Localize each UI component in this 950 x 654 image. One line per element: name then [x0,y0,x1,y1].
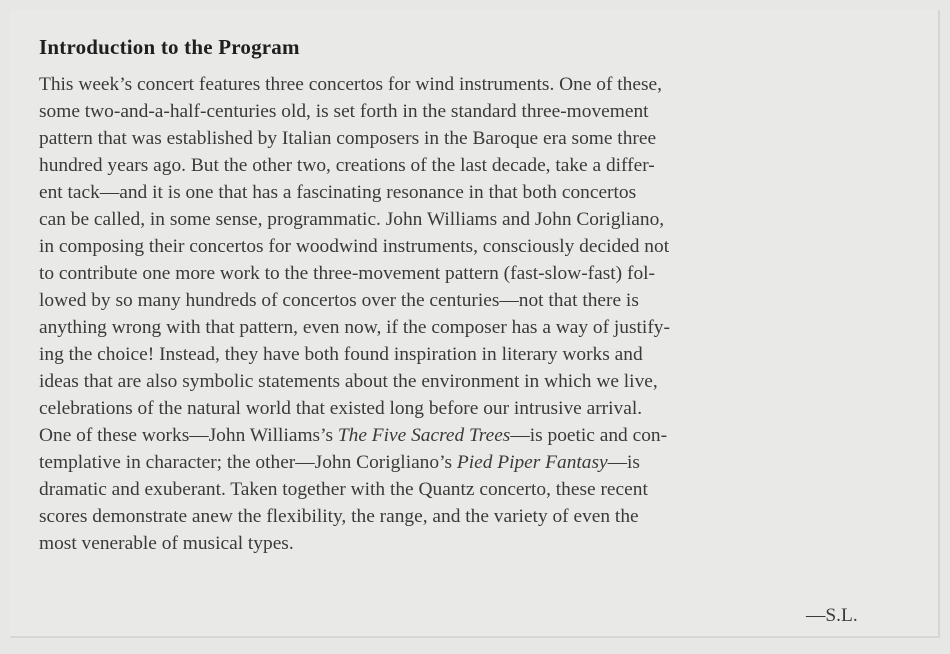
text-line [39,395,939,422]
text-line [39,503,939,530]
text-run: most venerable of musical types. [39,533,294,554]
text-line [39,341,939,368]
text-line [39,368,939,395]
work-title: The Five Sacred Trees [337,425,511,446]
text-run: lowed by so many hundreds of concertos over the centuries—not that there is [39,290,639,311]
text-line [39,260,939,287]
text-run: pattern that was established by Italian composers in the Baroque era some three [39,128,657,149]
text-line [39,287,939,314]
text-line [39,206,939,233]
text-line [39,314,939,341]
text-run: ing the choice! Instead, they have both found inspiration in literary works and [39,344,643,365]
text-run: to contribute one more work to the three-movement pattern (fast-slow-fast) fol- [39,263,655,284]
text-line [39,152,939,179]
text-run: dramatic and exuberant. Taken together with the Quantz concerto, these recent [39,479,648,500]
text-line [39,98,939,125]
text-line [39,179,939,206]
text-line [39,530,939,557]
text-run: One of these works—John Williams’s [39,425,338,446]
text-run: anything wrong with that pattern, even now, if the composer has a way of justify- [39,317,670,338]
text-run: some two-and-a-half-centuries old, is set forth in the standard three-movement [39,101,649,122]
text-line [39,71,939,98]
text-line [39,449,939,476]
section-heading: Introduction to the Program [39,35,300,59]
body-paragraph [39,71,939,557]
intro-panel [10,10,940,638]
text-run: —is poetic and con- [510,425,668,446]
text-run: ent tack—and it is one that has a fascinating resonance in that both concertos [39,182,637,203]
text-run: scores demonstrate anew the flexibility, the range, and the variety of even the [39,506,639,527]
text-run: templative in character; the other—John Corigliano’s [39,452,457,473]
text-run: ideas that are also symbolic statements about the environment in which we live, [39,371,658,392]
text-run: can be called, in some sense, programmatic. John Williams and John Corigliano, [39,209,665,230]
text-run: celebrations of the natural world that existed long before our intrusive arrival. [39,398,643,419]
text-run: hundred years ago. But the other two, creations of the last decade, take a differ- [39,155,655,176]
author-signature: —S.L. [806,605,858,626]
text-run: in composing their concertos for woodwind instruments, consciously decided not [39,236,670,257]
text-line [39,125,939,152]
text-line [39,233,939,260]
text-line [39,422,939,449]
text-line [39,476,939,503]
text-run: —is [607,452,640,473]
text-run: This week’s concert features three concertos for wind instruments. One of these, [39,74,662,95]
work-title: Pied Piper Fantasy [456,452,608,473]
